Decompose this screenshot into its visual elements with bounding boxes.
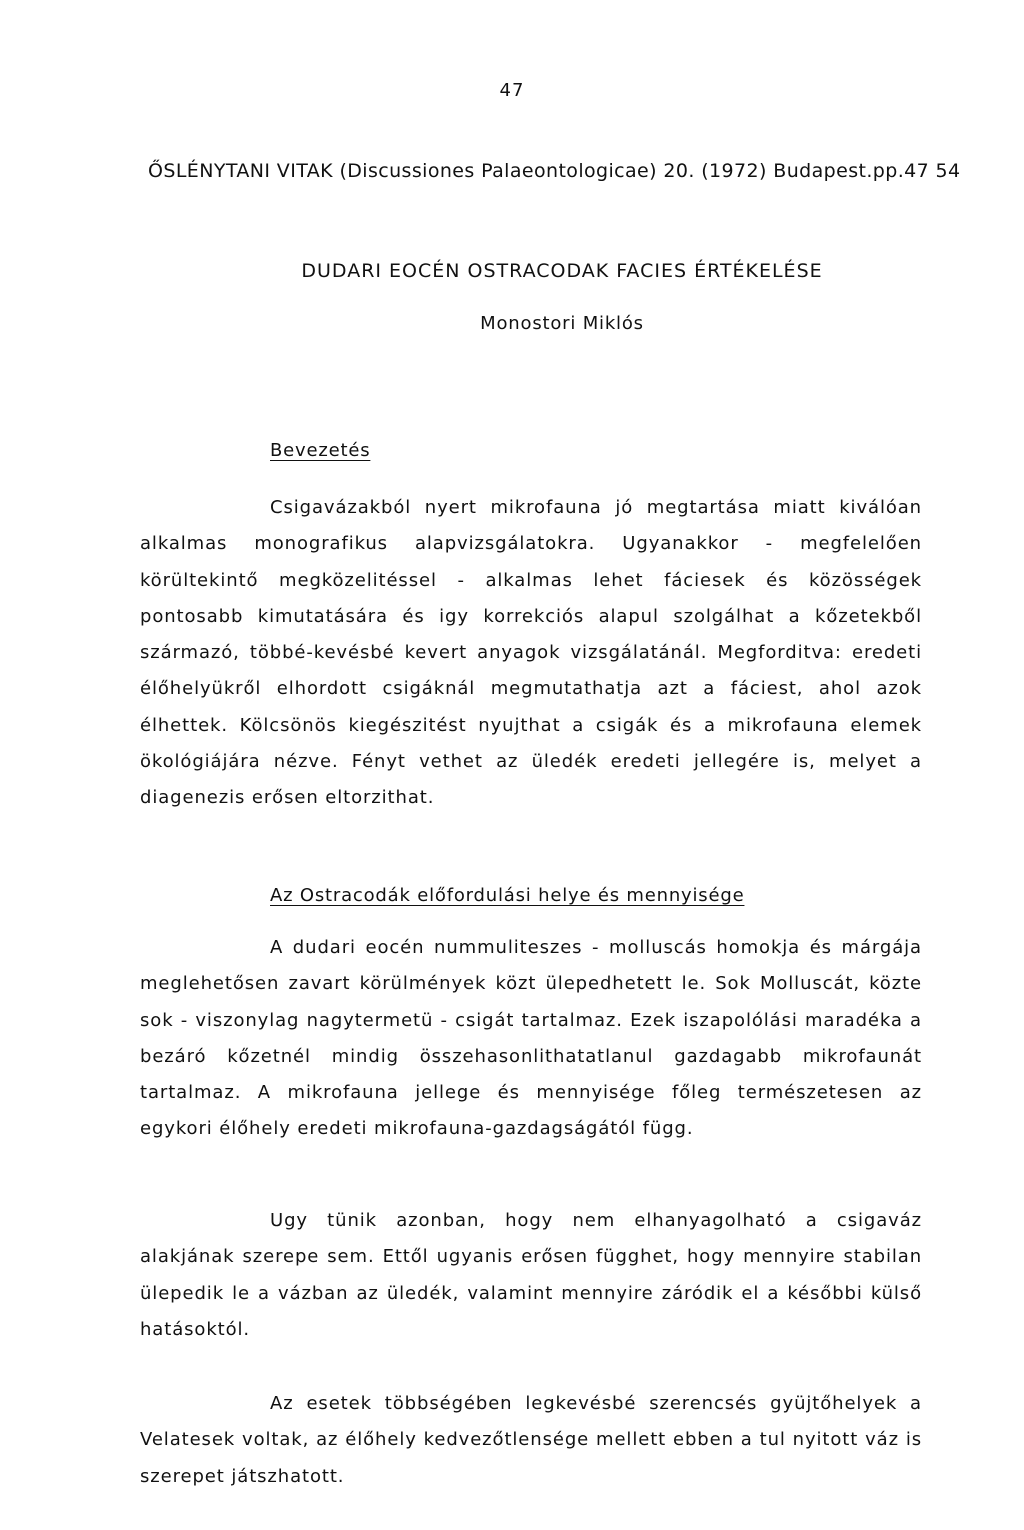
- article-title: DUDARI EOCÉN OSTRACODAK FACIES ÉRTÉKELÉSE: [301, 260, 823, 282]
- paragraph-occurrence-3: Az esetek többségében legkevésbé szerencsés gyüjtőhelyek a Velatesek voltak, az élőhely kedvezőtlensége mellett ebben a tul nyitott váz is szerepet játszhatott.: [140, 1393, 922, 1487]
- section-heading-ostracoda-occurrence: Az Ostracodák előfordulási helye és mennyisége: [270, 885, 745, 906]
- paragraph-introduction: Csigavázakból nyert mikrofauna jó megtartása miatt kiválóan alkalmas monografikus alapvizsgálatokra. Ugyanakkor - megfelelően körültekintő megközelitéssel - alkalmas lehet fáciesek és közösségek pontosabb kimutatására és igy korrekciós alapul szolgálhat a kőzetekből származó, többé-kevésbé kevert anyagok vizsgálatánál. Megforditva: eredeti élőhelyükről elhordott csigáknál megmutathatja azt a fáciest, ahol azok élhettek. Kölcsönös kiegészitést nyujthat a csigák és a mikrofauna elemek ökológiájára nézve. Fényt vethet az üledék eredeti jellegére is, melyet a diagenezis erősen eltorzithat.: [140, 497, 922, 809]
- journal-citation: ŐSLÉNYTANI VITAK (Discussiones Palaeontologicae) 20. (1972) Budapest.pp.47 54: [148, 160, 961, 182]
- page-number: 47: [499, 80, 525, 101]
- paragraph-occurrence-1: A dudari eocén nummuliteszes - molluscás homokja és márgája meglehetősen zavart körülmények közt ülepedhetett le. Sok Molluscát, közte sok - viszonylag nagytermetü - csigát tartalmaz. Ezek iszapolólási maradéka a bezáró kőzetnél mindig összehasonlithatatlanul gazdagabb mikrofaunát tartalmaz. A mikrofauna jellege és mennyisége főleg természetesen az egykori élőhely eredeti mikrofauna-gazdagságától függ.: [140, 937, 922, 1140]
- author-name: Monostori Miklós: [480, 313, 644, 334]
- paragraph-occurrence-2: Ugy tünik azonban, hogy nem elhanyagolható a csigaváz alakjának szerepe sem. Ettől ugyanis erősen függhet, hogy mennyire stabilan ülepedik le a vázban az üledék, valamint mennyire záródik el a későbbi külső hatásoktól.: [140, 1210, 922, 1340]
- section-heading-introduction: Bevezetés: [270, 440, 371, 461]
